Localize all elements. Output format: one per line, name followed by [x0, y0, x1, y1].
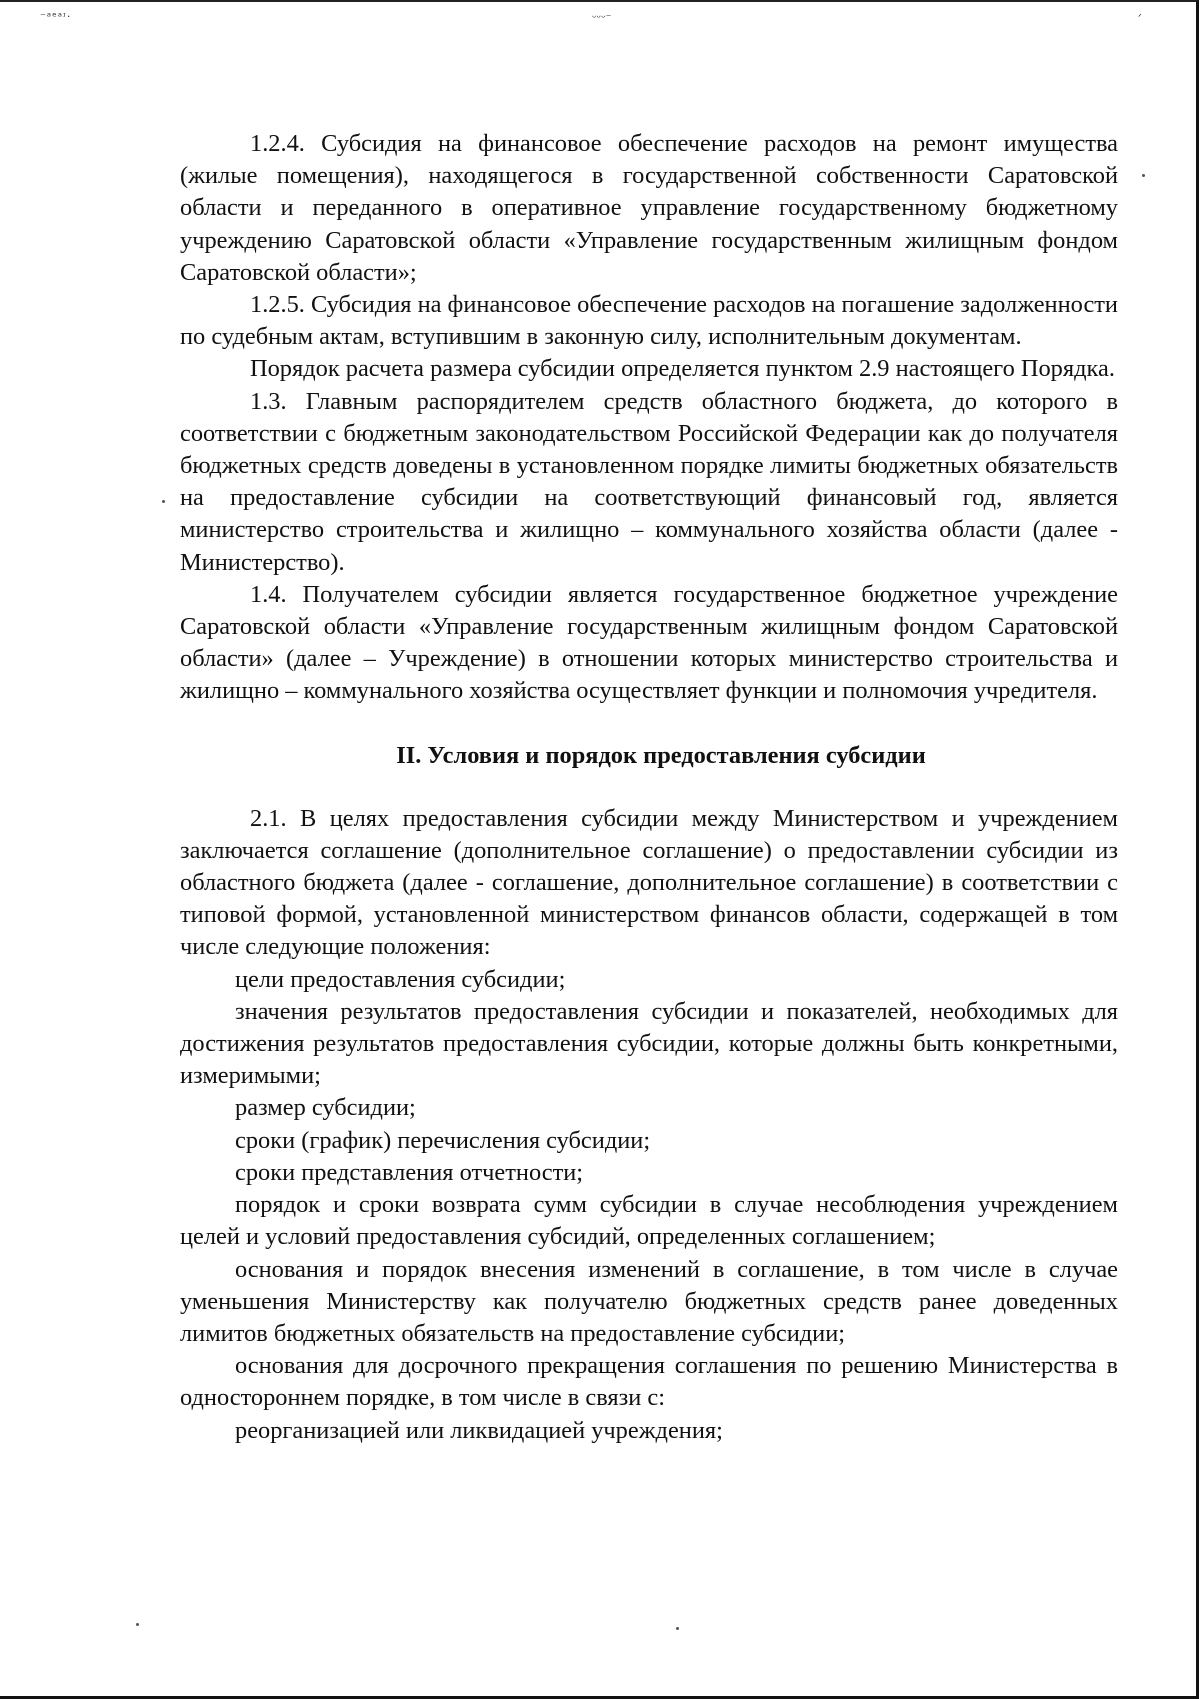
- list-item: размер субсидии;: [235, 1094, 416, 1122]
- list-item: цели предоставления субсидии;: [235, 965, 566, 993]
- list-item: значения результатов предоставления субсидии и показателей, необходимых для достижения результатов предоставления субсидии, которые должны быть конкретными, измеримыми;: [180, 997, 1118, 1090]
- list-item: основания для досрочного прекращения соглашения по решению Министерства в одностороннем порядке, в том числе в связи с:: [180, 1352, 1118, 1412]
- list-item: сроки представления отчетности;: [235, 1158, 584, 1186]
- scan-speck: [136, 1623, 139, 1626]
- scan-speck: [676, 1627, 679, 1630]
- scan-artifact-top-right: ᐟ: [1138, 13, 1142, 23]
- scan-speck: [162, 500, 165, 503]
- paragraph-2-1: 2.1. В целях предоставления субсидии между Министерством и учреждением заключается соглашение (дополнительное соглашение) о предоставлении субсидии из областного бюджета (далее - соглашение, дополнительное соглашение) в соответствии с типовой формой, установленной министерством финансов области, содержащей в том числе следующие положения:: [180, 804, 1118, 961]
- paragraph-calculation-order: Порядок расчета размера субсидии определяется пунктом 2.9 настоящего Порядка.: [250, 355, 1115, 383]
- list-item: основания и порядок внесения изменений в соглашение, в том числе в случае уменьшения Министерству как получателю бюджетных средств ранее доведенных лимитов бюджетных обязательств на предоставление субсидии;: [180, 1255, 1118, 1347]
- list-item: сроки (график) перечисления субсидии;: [235, 1126, 651, 1154]
- section-heading: II. Условия и порядок предоставления субсидии: [396, 741, 926, 769]
- paragraph-1-2-4: 1.2.4. Субсидия на финансовое обеспечение расходов на ремонт имущества (жилые помещения), находящегося в государственной собственности Саратовской области и переданного в оперативное управление государственному бюджетному учреждению Саратовской области «Управление государственным жилищным фондом Саратовской области»;: [180, 130, 1118, 286]
- document-body: [180, 128, 1118, 1447]
- scan-speck: [1142, 174, 1145, 177]
- paragraph-1-3: 1.3. Главным распорядителем средств областного бюджета, до которого в соответствии с бюджетным законодательством Российской Федерации как до получателя бюджетных средств доведены в установленном порядке лимиты бюджетных обязательств на предоставление субсидии на соответствующий финансовый год, является министерство строительства и жилищно – коммунального хозяйства области (далее - Министерство).: [180, 387, 1118, 576]
- paragraph-1-4: 1.4. Получателем субсидии является государственное бюджетное учреждение Саратовской области «Управление государственным жилищным фондом Саратовской области» (далее – Учреждение) в отношении которых министерство строительства и жилищно – коммунального хозяйства осуществляет функции и полномочия учредителя.: [180, 580, 1118, 705]
- scan-artifact-top-center: ᵕᵕᵕ⁻: [592, 11, 612, 24]
- paragraph-1-2-5: 1.2.5. Субсидия на финансовое обеспечение расходов на погашение задолженности по судебным актам, вступившим в законную силу, исполнительным документам.: [180, 291, 1118, 351]
- list-item: реорганизацией или ликвидацией учреждения;: [235, 1416, 723, 1444]
- list-item: порядок и сроки возврата сумм субсидии в случае несоблюдения учреждением целей и условий предоставления субсидий, определенных соглашением;: [180, 1191, 1118, 1251]
- scan-artifact-top-left: ⁻ᵃᵉᵃᶦ·: [40, 10, 72, 23]
